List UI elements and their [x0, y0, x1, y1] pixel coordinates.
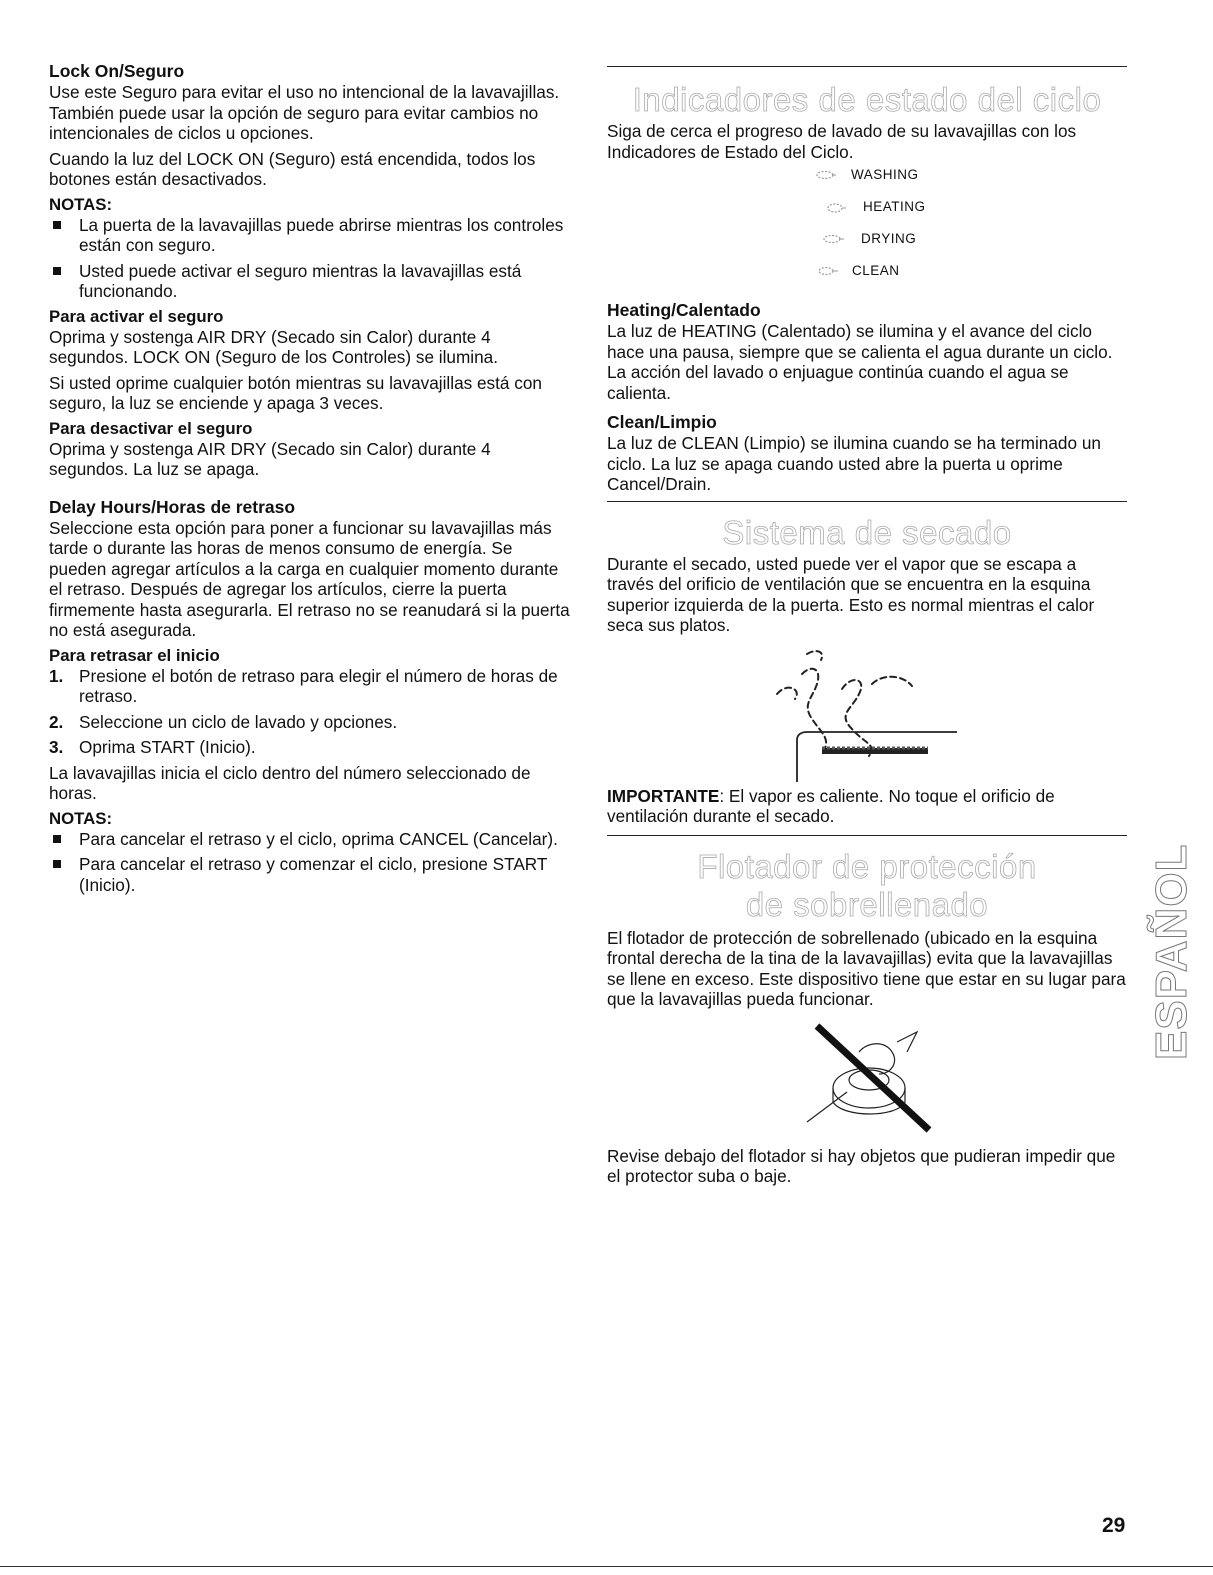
delay-step: 1. Presione el botón de retraso para elegir el número de horas de retraso. [49, 665, 558, 706]
drying-paragraph: Durante el secado, usted puede ver el vapor que se escapa a través del orificio de ventilación que se encuentra en la esquina superior izquierda de la puerta. Esto es normal mientras el calor seca sus platos. [607, 553, 1095, 635]
section-divider [607, 835, 1127, 836]
activate-lock-paragraph-1: Oprima y sostenga AIR DRY (Secado sin Calor) durante 4 segundos. LOCK ON (Seguro de los Controles) se ilumina. [49, 326, 498, 367]
clean-paragraph: La luz de CLEAN (Limpio) se ilumina cuando se ha terminado un ciclo. La luz se apaga cuando usted abre la puerta u oprime Cancel/Drain. [607, 433, 1101, 494]
section-divider [607, 501, 1127, 502]
status-clean: CLEAN [607, 263, 1127, 295]
float-title-line-2: de sobrellenado [745, 885, 989, 923]
page-number: 29 [1102, 1514, 1126, 1537]
delay-note-item: Para cancelar el retraso y el ciclo, oprima CANCEL (Cancelar). [49, 829, 571, 850]
status-washing: WASHING [607, 167, 1127, 199]
bullet-icon [53, 221, 61, 229]
clean-heading: Clean/Limpio [607, 412, 717, 432]
drying-title: Sistema de secado [722, 513, 1012, 551]
lock-notes-heading: NOTAS: [49, 194, 113, 214]
activate-lock-heading: Para activar el seguro [49, 306, 224, 326]
bullet-icon [53, 835, 61, 843]
status-heating: HEATING [607, 199, 1127, 231]
status-drying: DRYING [607, 231, 1127, 263]
overfill-float-illustration [607, 1022, 1127, 1142]
delay-step: 3. Oprima START (Inicio). [49, 737, 256, 757]
deactivate-lock-heading: Para desactivar el seguro [49, 418, 253, 438]
delay-step: 2. Seleccione un ciclo de lavado y opciones. [49, 711, 398, 732]
left-column [49, 60, 571, 900]
delay-start-heading: Para retrasar el inicio [49, 645, 220, 665]
drying-important-note: IMPORTANTE: El vapor es caliente. No toque el orificio de ventilación durante el secado. [607, 785, 1055, 826]
lock-paragraph-1: Use este Seguro para evitar el uso no intencional de la lavavajillas. También puede usar la opción de seguro para evitar cambios no intencionales de ciclos u opciones. [49, 82, 560, 143]
washing-light-icon [815, 169, 837, 181]
activate-lock-paragraph-2: Si usted oprime cualquier botón mientras su lavavajillas está con seguro, la luz se enciende y apaga 3 veces. [49, 372, 542, 413]
language-side-tab [1147, 824, 1206, 1064]
lock-note-item: La puerta de la lavavajillas puede abrirse mientras los controles están con seguro. [49, 215, 571, 256]
right-column [607, 66, 1127, 1192]
deactivate-lock-paragraph: Oprima y sostenga AIR DRY (Secado sin Calor) durante 4 segundos. La luz se apaga. [49, 438, 491, 479]
bullet-icon [53, 267, 61, 275]
lock-paragraph-2: Cuando la luz del LOCK ON (Seguro) está encendida, todos los botones están desactivados. [49, 148, 536, 189]
heating-light-icon [825, 201, 847, 215]
float-title-line-1: Flotador de protección [697, 847, 1037, 885]
section-divider [607, 66, 1127, 67]
delay-heading: Delay Hours/Horas de retraso [49, 496, 296, 517]
heating-paragraph: La luz de HEATING (Calentado) se ilumina y el avance del ciclo hace una pausa, siempre que se calienta el agua durante un ciclo. La acción del lavado o enjuague continúa cuando el agua se calienta. [607, 321, 1113, 403]
heating-heading: Heating/Calentado [607, 300, 761, 320]
clean-light-icon [815, 265, 839, 277]
bottom-rule [0, 1566, 1213, 1567]
delay-note-item: Para cancelar el retraso y comenzar el ciclo, presione START (Inicio). [49, 854, 571, 895]
steam-vent-illustration [607, 644, 1127, 784]
float-paragraph-2: Revise debajo del flotador si hay objetos que pudieran impedir que el protector suba o baje. [607, 1145, 1116, 1186]
float-paragraph-1: El flotador de protección de sobrellenado (ubicado en la esquina frontal derecha de la tina de la lavavajillas) evita que la lavavajillas se llene en exceso. Este dispositivo tiene que estar en su lugar para que la lavavajillas pueda funcionar. [607, 927, 1126, 1009]
indicators-title: Indicadores de estado del ciclo [632, 81, 1102, 118]
language-tab-graphic [1147, 824, 1206, 1064]
drying-light-icon [821, 233, 845, 245]
status-indicator-list [607, 167, 1127, 295]
language-tab-label: ESPAÑOL [1147, 843, 1196, 1060]
delay-notes-heading: NOTAS: [49, 808, 113, 828]
bullet-icon [53, 860, 61, 868]
indicators-paragraph: Siga de cerca el progreso de lavado de su lavavajillas con los Indicadores de Estado del Ciclo. [607, 121, 1077, 162]
lock-note-item: Usted puede activar el seguro mientras la lavavajillas está funcionando. [49, 261, 571, 302]
lock-heading: Lock On/Seguro [49, 61, 185, 81]
delay-paragraph-2: La lavavajillas inicia el ciclo dentro del número seleccionado de horas. [49, 762, 531, 803]
delay-paragraph-1: Seleccione esta opción para poner a funcionar su lavavajillas más tarde o durante las horas de menos consumo de energía. Se pueden agregar artículos a la carga en cualquier momento durante el retraso. Después de agregar los artículos, cierre la puerta firmemente hasta asegurarla. El retraso no se reanudará si la puerta no está asegurada. [49, 517, 570, 640]
